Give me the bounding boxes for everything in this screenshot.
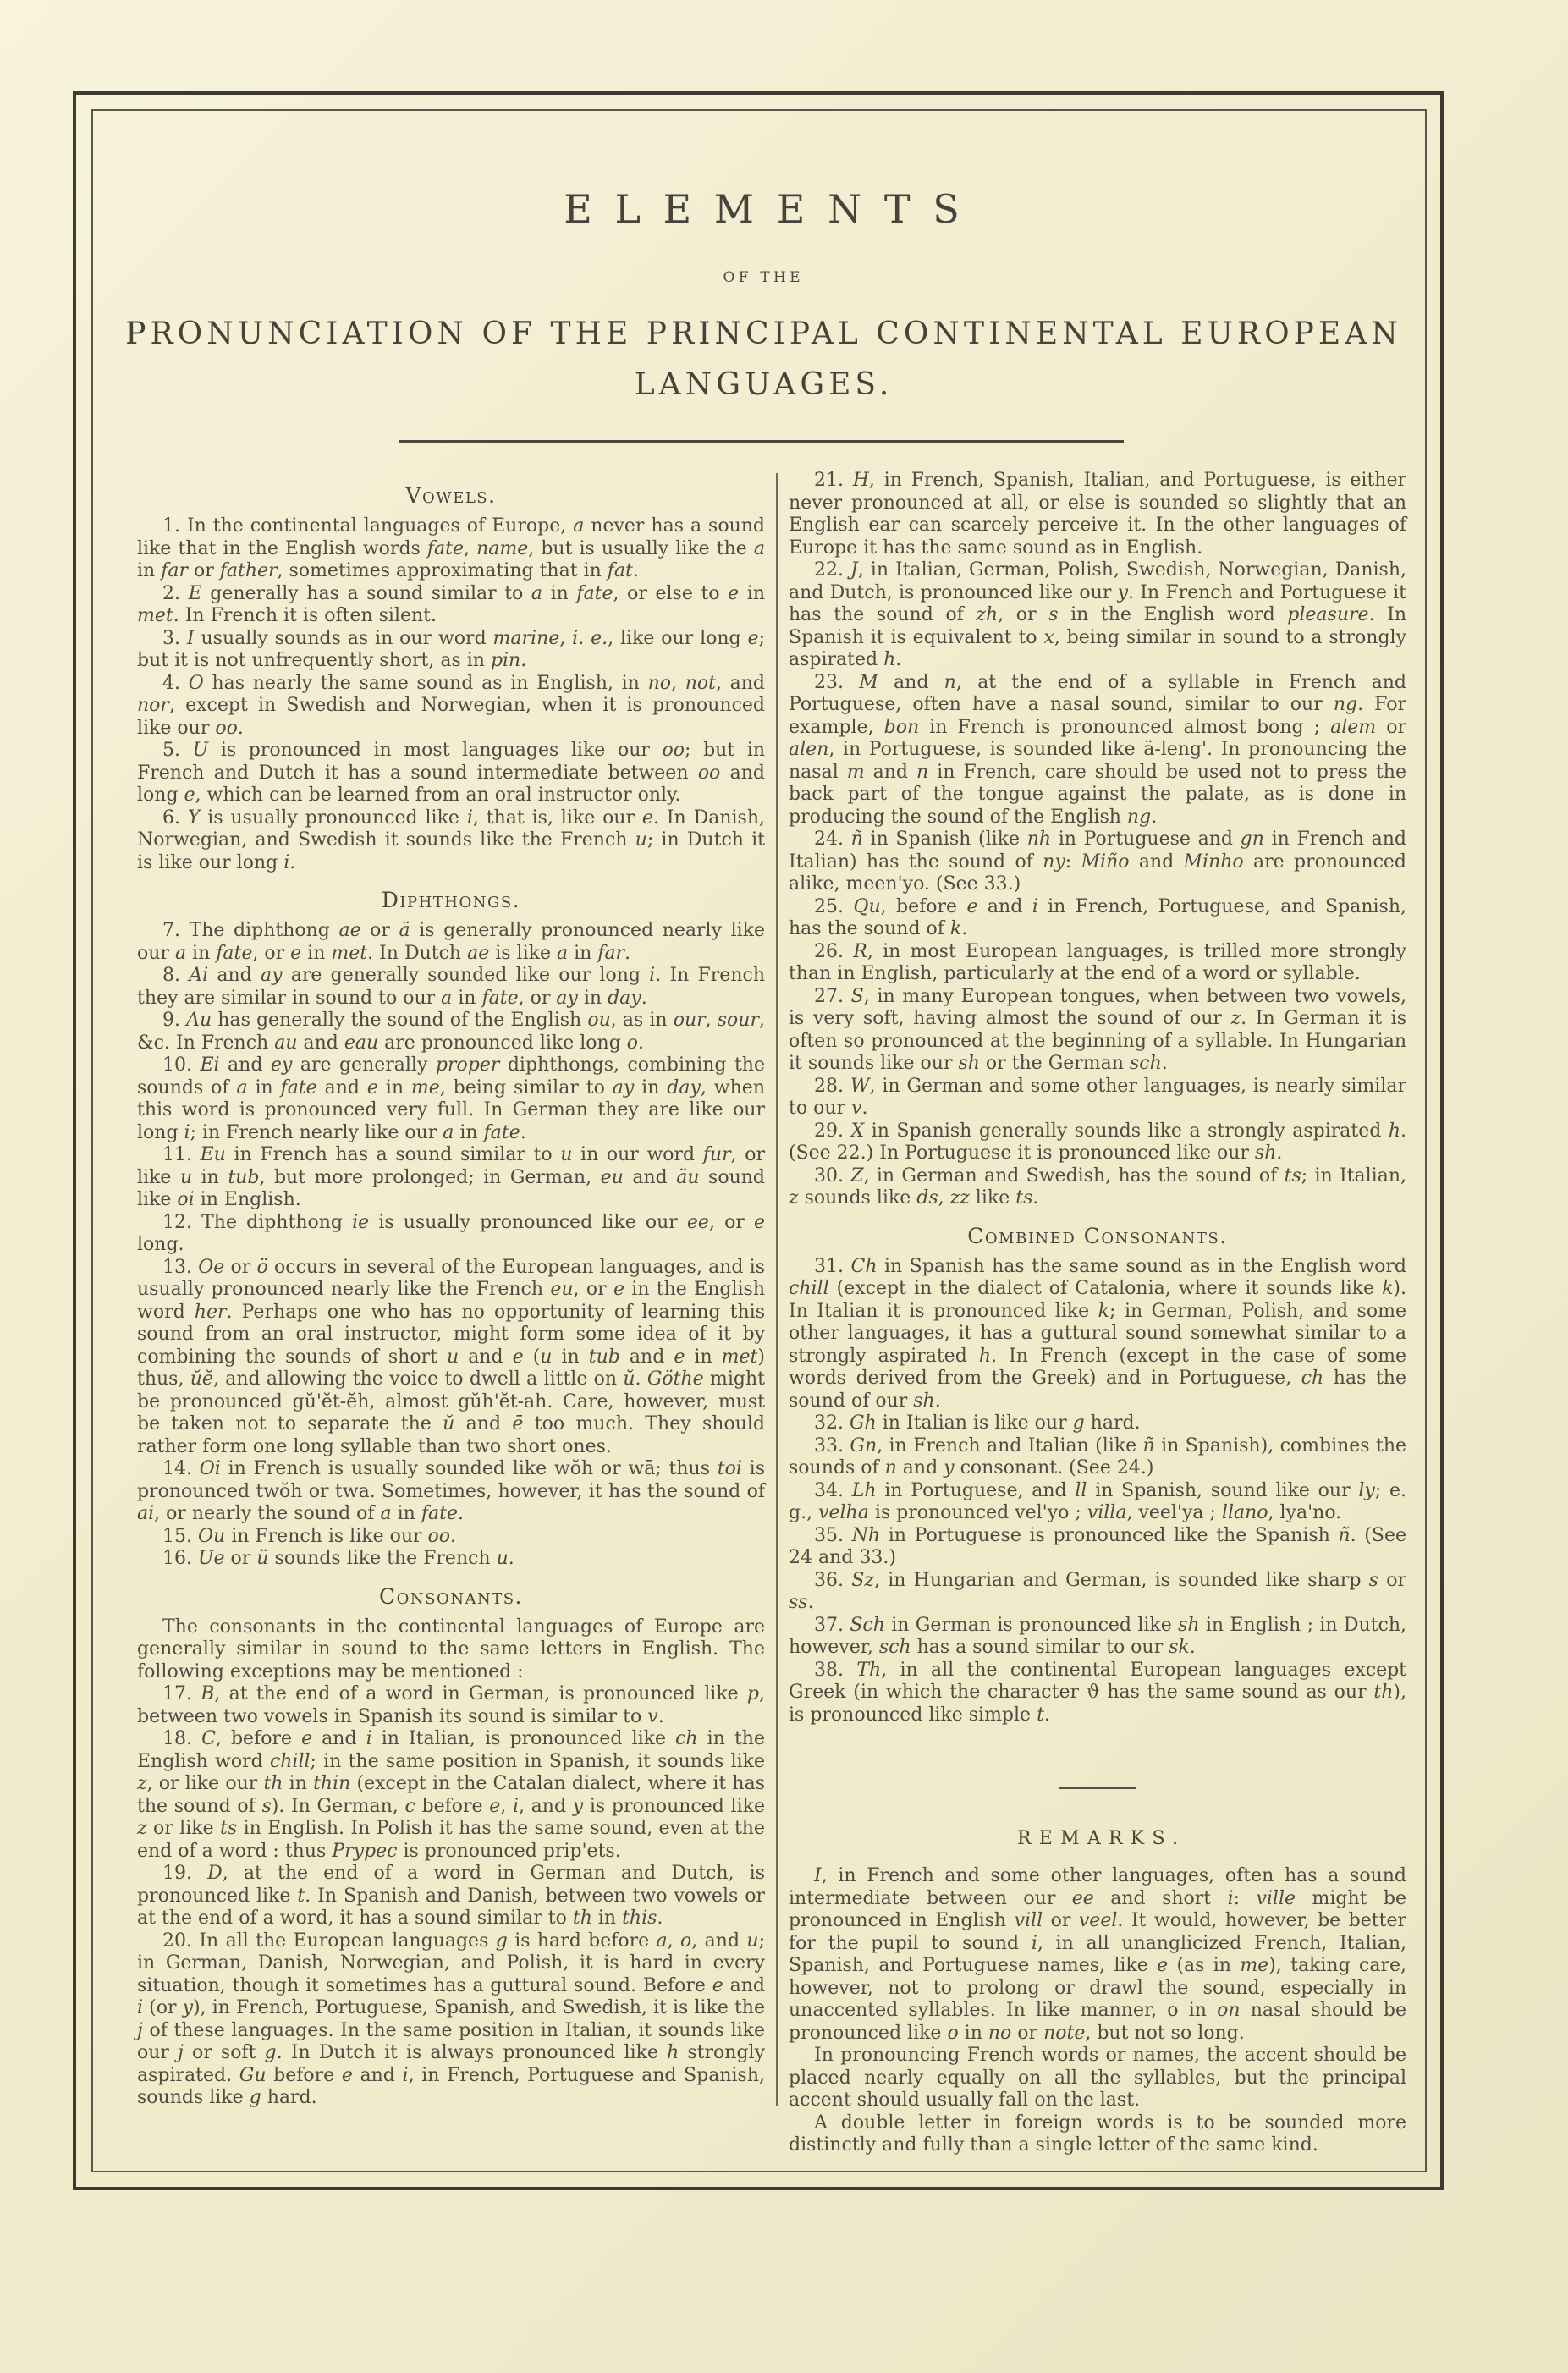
paragraph: 26. R, in most European languages, is trilled more strongly than in English, particularly at the end of a word or syllable. <box>789 940 1407 984</box>
paragraph: 19. D, at the end of a word in German and Dutch, is pronounced like t. In Spanish and Danish, between two vowels or at the end of a word, it has a sound similar to th in this. <box>137 1863 765 1929</box>
paragraph: A double letter in foreign words is to be sounded more distinctly and fully than a single letter of the same kind. <box>789 2111 1406 2156</box>
paragraph: 24. ñ in Spanish (like nh in Portuguese and gn in French and Italian) has the sound of ny: Miño and Minho are pronounced alike, meen'yo. (See 33.) <box>789 829 1407 895</box>
section-heading: Diphthongs. <box>381 888 521 912</box>
paragraph: 3. I usually sounds as in our word marine, i. e., like our long e; but it is not unfrequently short, as in pin. <box>137 627 765 671</box>
paragraph: 17. B, at the end of a word in German, is pronounced like p, between two vowels in Spanish its sound is similar to v. <box>137 1683 766 1727</box>
paragraph: 38. Th, in all the continental European languages except Greek (in which the character ϑ has the same sound as our th), is pronounced like simple t. <box>789 1659 1407 1726</box>
page-subtitle: OF THE <box>723 269 804 286</box>
paragraph: 30. Z, in German and Swedish, has the sound of ts; in Italian, z sounds like ds, zz like ts. <box>789 1164 1406 1209</box>
paragraph: 18. C, before e and i in Italian, is pronounced like ch in the English word chill; in the same position in Spanish, it sounds like z, or like our th in thin (except in the Catalan dialect, where it has the sound of s). In German, c before e, i, and y is pronounced like z or like ts in English. In Polish it has the same sound, even at the end of a word : thus Prypec is pronounced prip'ets. <box>137 1728 765 1862</box>
paragraph: The consonants in the continental languages of Europe are generally similar in sound to the same letters in English. The following exceptions may be mentioned : <box>137 1616 765 1682</box>
paragraph: 10. Ei and ey are generally proper diphthongs, combining the sounds of a in fate and e in me, being similar to ay in day, when this word is pronounced very full. In German they are like our long i; in French nearly like our a in fate. <box>137 1054 765 1143</box>
paragraph: 4. O has nearly the same sound as in English, in no, not, and nor, except in Swedish and Norwegian, when it is pronounced like our oo. <box>137 672 766 739</box>
section-heading: Combined Consonants. <box>967 1223 1228 1248</box>
paragraph: In pronouncing French words or names, the accent should be placed nearly equally on all the syllables, but the principal accent should usually fall on the last. <box>789 2045 1406 2111</box>
paragraph: 11. Eu in French has a sound similar to u in our word fur, or like u in tub, but more prolonged; in German, eu and äu sound like oi in English. <box>137 1144 765 1210</box>
paragraph: 12. The diphthong ie is usually pronounced like our ee, or e long. <box>137 1211 765 1255</box>
paragraph: 34. Lh in Portuguese, and ll in Spanish, sound like our ly; e. g., velha is pronounced vel'yo ; villa, veel'ya ; llano, lya'no. <box>789 1479 1406 1523</box>
two-column-layout <box>93 470 1430 2157</box>
left-column <box>137 470 765 2157</box>
paragraph: 9. Au has generally the sound of the English ou, as in our, sour, &c. In French au and eau are pronounced like long o. <box>137 1010 765 1054</box>
page-title: ELEMENTS <box>564 186 982 232</box>
column-divider-rule <box>776 473 778 2106</box>
paragraph: 33. Gn, in French and Italian (like ñ in Spanish), combines the sounds of n and y consonant. (See 24.) <box>789 1434 1407 1478</box>
paragraph: 23. M and n, at the end of a syllable in French and Portuguese, often have a nasal sound, similar to our ng. For example, bon in French is pronounced almost bong ; alem or alen, in Portuguese, is sounded like ä-leng'. In pronouncing the nasal m and n in French, care should be used not to press the back part of the tongue against the palate, as is done in producing the sound of the English ng. <box>789 671 1407 828</box>
paragraph: 8. Ai and ay are generally sounded like our long i. In French they are similar in sound to our a in fate, or ay in day. <box>137 965 765 1009</box>
paragraph: 15. Ou in French is like our oo. <box>162 1525 457 1547</box>
paragraph: 22. J, in Italian, German, Polish, Swedish, Norwegian, Danish, and Dutch, is pronounced like our y. In French and Portuguese it has the sound of zh, or s in the English word pleasure. In Spanish it is equivalent to x, being similar in sound to a strongly aspirated h. <box>789 559 1407 670</box>
paragraph: 21. H, in French, Spanish, Italian, and Portuguese, is either never pronounced at all, or else is sounded so slightly that an English ear can scarcely perceive it. In the other languages of Europe it has the same sound as in English. <box>789 470 1406 559</box>
section-heading: Consonants. <box>378 1583 523 1609</box>
page-content <box>93 112 1430 2172</box>
section-heading: REMARKS. <box>1016 1828 1186 1849</box>
paragraph: 32. Gh in Italian is like our g hard. <box>814 1412 1141 1434</box>
paragraph: 29. X in Spanish generally sounds like a strongly aspirated h. (See 22.) In Portuguese it is pronounced like our sh. <box>789 1120 1406 1164</box>
paragraph: 37. Sch in German is pronounced like sh in English ; in Dutch, however, sch has a sound similar to our sk. <box>789 1614 1406 1658</box>
paragraph: 27. S, in many European tongues, when between two vowels, is very soft, having almost the sound of our z. In German it is often so pronounced at the beginning of a syllable. In Hungarian it sounds like our sh or the German sch. <box>789 985 1407 1074</box>
paragraph: 14. Oi in French is usually sounded like wŏh or wā; thus toi is pronounced twŏh or twa. Sometimes, however, it has the sound of ai, or nearly the sound of a in fate. <box>137 1458 765 1524</box>
paragraph: 2. E generally has a sound similar to a in fate, or else to e in met. In French it is often silent. <box>137 582 765 626</box>
page-heading-line1: PRONUNCIATION OF THE PRINCIPAL CONTINENTAL EUROPEAN <box>125 317 1402 351</box>
paragraph: 36. Sz, in Hungarian and German, is sounded like sharp s or ss. <box>789 1569 1406 1613</box>
paragraph: I, in French and some other languages, often has a sound intermediate between our ee and short i: ville might be pronounced in English vill or veel. It would, however, be better for the pupil to sound i, in all unanglicized French, Italian, Spanish, and Portuguese names, like e (as in me), taking care, however, not to prolong or drawl the sound, especially in unaccented syllables. In like manner, o in on nasal should be pronounced like o in no or note, but not so long. <box>789 1865 1406 2044</box>
paragraph: 16. Ue or ü sounds like the French u. <box>162 1548 514 1569</box>
paragraph: 6. Y is usually pronounced like i, that is, like our e. In Danish, Norwegian, and Swedish it sounds like the French u; in Dutch it is like our long i. <box>137 807 765 873</box>
paragraph: 28. W, in German and some other languages, is nearly similar to our v. <box>789 1075 1406 1119</box>
section-divider-rule <box>1059 1787 1136 1789</box>
paragraph: 5. U is pronounced in most languages like our oo; but in French and Dutch it has a sound intermediate between oo and long e, which can be learned from an oral instructor only. <box>137 740 766 806</box>
paragraph: 20. In all the European languages g is hard before a, o, and u; in German, Danish, Norwegian, and Polish, it is hard in every situation, though it sometimes has a guttural sound. Before e and i (or y), in French, Portuguese, Spanish, and Swedish, it is like the j of these languages. In the same position in Italian, it sounds like our j or soft g. In Dutch it is always pronounced like h strongly aspirated. Gu before e and i, in French, Portuguese and Spanish, sounds like g hard. <box>137 1930 766 2108</box>
paragraph: 31. Ch in Spanish has the same sound as in the English word chill (except in the dialect of Catalonia, where it sounds like k). In Italian it is pronounced like k; in German, Polish, and some other languages, it has a guttural sound somewhat similar to a strongly aspirated h. In French (except in the case of some words derived from the Greek) and in Portuguese, ch has the sound of our sh. <box>789 1255 1406 1412</box>
section-heading: Vowels. <box>405 483 497 508</box>
page-heading-line2: LANGUAGES. <box>634 367 894 402</box>
paragraph: 13. Oe or ö occurs in several of the European languages, and is usually pronounced nearly like the French eu, or e in the English word her. Perhaps one who has no opportunity of learning this sound from an oral instructor, might form some idea of it by combining the sounds of short u and e (u in tub and e in met) thus, ŭĕ, and allowing the voice to dwell a little on ŭ. Göthe might be pronounced gŭ'ĕt-ĕh, almost gŭh'ĕt-ah. Care, however, must be taken not to separate the ŭ and ē too much. They should rather form one long syllable than two short ones. <box>137 1256 766 1457</box>
paragraph: 35. Nh in Portuguese is pronounced like the Spanish ñ. (See 24 and 33.) <box>789 1524 1406 1568</box>
right-column <box>789 470 1406 2157</box>
paragraph: 25. Qu, before e and i in French, Portuguese, and Spanish, has the sound of k. <box>789 895 1406 939</box>
paragraph: 1. In the continental languages of Europe, a never has a sound like that in the English words fate, name, but is usually like the a in far or father, sometimes approximating that in fat. <box>137 515 765 581</box>
paragraph: 7. The diphthong ae or ä is generally pronounced nearly like our a in fate, or e in met. In Dutch ae is like a in far. <box>137 920 766 964</box>
title-divider-rule <box>399 440 1124 443</box>
